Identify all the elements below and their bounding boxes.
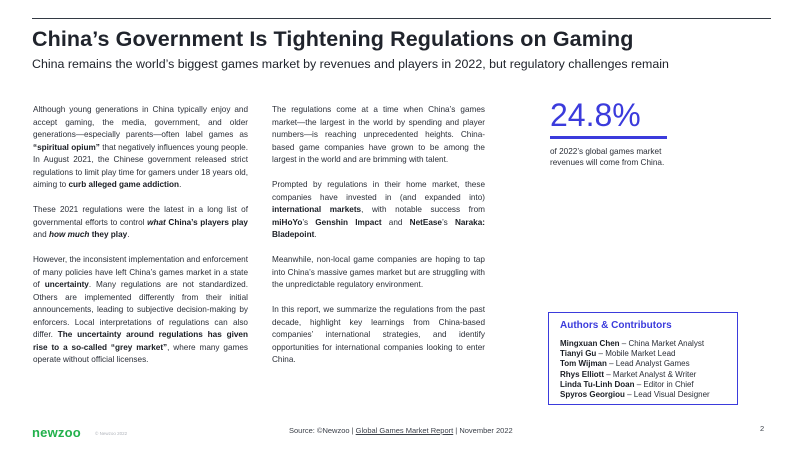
page-title: China’s Government Is Tightening Regulations on Gaming [32, 27, 634, 51]
left-text-column [33, 104, 248, 379]
paragraph-report-summary: In this report, we summarize the regulations from the past decade, highlight key learnings from China-based companies’ international strategies, and identify opportunities for international companies looking to enter China. [272, 305, 485, 364]
top-divider [32, 18, 771, 19]
authors-title: Authors & Contributors [560, 320, 672, 331]
paragraph-non-local-companies: Meanwhile, non-local game companies are hoping to tap into China’s massive games market but are struggling with the unpredictable regulatory environment. [272, 255, 485, 289]
middle-text-column [272, 104, 485, 379]
authors-box [548, 312, 738, 405]
author-entry: Rhys Elliott – Market Analyst & Writer [560, 369, 697, 379]
author-entry: Mingxuan Chen – China Market Analyst [560, 339, 705, 348]
newzoo-logo: newzoo [32, 425, 81, 440]
paragraph-market-heights: The regulations come at a time when China’s games market—the largest in the world by spending and player numbers—is reaching unprecedented heights. China-based game companies have grown to be among the largest in the world and are brimming with talent. [272, 105, 485, 164]
page-subtitle: China remains the world’s biggest games market by revenues and players in 2022, but regulatory challenges remain [32, 57, 669, 71]
stat-value: 24.8% [550, 97, 641, 133]
copyright-text: © Newzoo 2022 [95, 431, 128, 436]
source-line: Source: ©Newzoo | Global Games Market Report | November 2022 [289, 426, 513, 435]
author-entry: Tianyi Gu – Mobile Market Lead [560, 349, 676, 359]
stat-caption: of 2022’s global games market revenues will come from China. [550, 147, 665, 167]
author-entry: Linda Tu-Linh Doan – Editor in Chief [560, 379, 694, 389]
author-entry: Tom Wijman – Lead Analyst Games [560, 359, 690, 369]
page-number: 2 [760, 424, 765, 433]
stat-underline [550, 136, 667, 139]
author-entry: Spyros Georgiou – Lead Visual Designer [560, 390, 710, 400]
paragraph-international-markets: Prompted by regulations in their home market, these companies have invested in (and expanded into) international markets, with notable success from miHoYo’s Genshin Impact and NetEase’s Naraka: Bladepoint. [272, 180, 486, 239]
source-report-link[interactable]: Global Games Market Report [355, 426, 454, 435]
paragraph-uncertainty: However, the inconsistent implementation and enforcement of many policies have left China’s games market in a state of uncertainty. Many regulations are not standardized. Others are implemented differently from their initial announcements, leading to subjective decision-making by enforcers. Local interpretations of regulations can also differ. The uncertainty around regulations has given rise to a so-called “grey market”, where many games operate without official licenses. [33, 255, 248, 364]
paragraph-2021-regulations: These 2021 regulations were the latest in a long list of governmental efforts to control what China’s players play and how much they play. [33, 205, 248, 239]
paragraph-spiritual-opium: Although young generations in China typically enjoy and accept gaming, the media, government, and older generations—especially parents—often label games as “spiritual opium” that negatively influences young people. In August 2021, the Chinese government released strict regulations to limit play time for gamers under 18 years old, aiming to curb alleged game addiction. [33, 105, 248, 189]
